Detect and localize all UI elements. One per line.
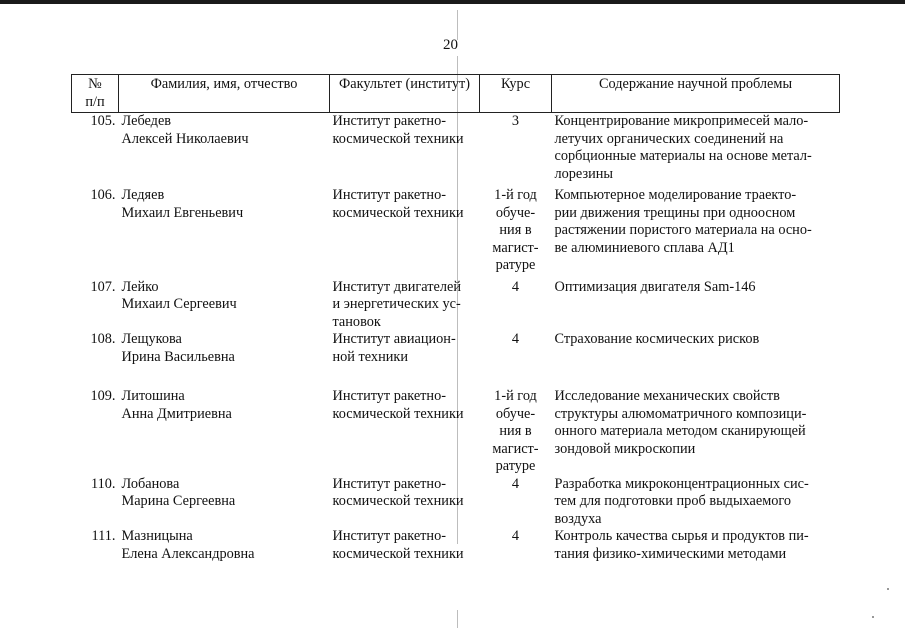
research-problem bbox=[552, 113, 840, 184]
scan-speck bbox=[872, 616, 874, 618]
course-value-line: магист- bbox=[492, 440, 539, 457]
row-number: 111. bbox=[91, 528, 116, 544]
research-problem-line: сорбционные материалы на основе метал- bbox=[554, 148, 812, 164]
student-name-line: Алексей Николаевич bbox=[121, 130, 249, 147]
faculty-name bbox=[330, 331, 480, 366]
faculty-name bbox=[330, 183, 480, 275]
table-row bbox=[72, 366, 840, 476]
course-value bbox=[480, 331, 552, 366]
faculty-name-line: Институт ракетно- bbox=[332, 475, 446, 492]
course-value-line: обуче- bbox=[495, 204, 536, 221]
research-problem-line: Страхование космических рисков bbox=[554, 331, 760, 347]
faculty-name-line: космической техники bbox=[332, 204, 464, 221]
student-name bbox=[119, 113, 330, 184]
course-value-line: ратуре bbox=[495, 257, 536, 273]
student-name-line: Лебедев bbox=[121, 113, 172, 129]
course-value bbox=[480, 275, 552, 332]
faculty-name-line: Институт двигателей bbox=[332, 278, 461, 295]
course-value-line: обуче- bbox=[495, 405, 536, 422]
table-header-row bbox=[72, 75, 840, 113]
student-name bbox=[119, 183, 330, 275]
research-problem-line: тем для подготовки проб выдыхаемого bbox=[554, 493, 792, 509]
student-name-line: Ледяев bbox=[121, 187, 165, 203]
faculty-name bbox=[330, 275, 480, 332]
research-problem-line: Оптимизация двигателя Sam-146 bbox=[554, 278, 756, 295]
table-row bbox=[72, 183, 840, 275]
faculty-name-line: ной техники bbox=[332, 348, 408, 365]
course-value-line: 4 bbox=[511, 331, 520, 347]
research-problem-line: структуры алюмоматричного композици- bbox=[554, 405, 807, 422]
research-problem-line: Концентрирование микропримесей мало- bbox=[554, 113, 809, 129]
faculty-name-line: космической техники bbox=[332, 545, 464, 562]
faculty-name-line: и энергетических ус- bbox=[332, 296, 461, 312]
header-problem: Содержание научной проблемы bbox=[552, 75, 840, 113]
course-value-line: 1-й год bbox=[494, 187, 537, 203]
course-value-line: 3 bbox=[511, 113, 520, 129]
course-value-line: магист- bbox=[492, 239, 539, 256]
faculty-name-line: космической техники bbox=[332, 405, 464, 422]
faculty-name bbox=[330, 366, 480, 476]
faculty-name bbox=[330, 476, 480, 529]
student-name-line: Марина Сергеевна bbox=[121, 493, 236, 509]
faculty-name bbox=[330, 113, 480, 184]
table-row bbox=[72, 476, 840, 529]
faculty-name-line: космической техники bbox=[332, 130, 464, 147]
research-problem-line: лорезины bbox=[554, 165, 614, 182]
table-row bbox=[72, 331, 840, 366]
faculty-name bbox=[330, 528, 480, 563]
student-name-line: Лещукова bbox=[121, 331, 182, 347]
course-value-line: ния в bbox=[499, 222, 532, 238]
faculty-name-line: космической техники bbox=[332, 493, 464, 509]
header-number: № п/п bbox=[72, 75, 119, 113]
course-value-line: ратуре bbox=[495, 458, 536, 474]
student-name bbox=[119, 275, 330, 332]
course-value-line: 4 bbox=[511, 528, 520, 544]
student-name-line: Литошина bbox=[121, 388, 185, 404]
row-number: 106. bbox=[90, 187, 116, 203]
row-number: 107. bbox=[90, 278, 116, 295]
course-value bbox=[480, 476, 552, 529]
student-name-line: Михаил Сергеевич bbox=[121, 296, 237, 312]
students-table bbox=[71, 74, 840, 563]
research-problem-line: онного материала методом сканирующей bbox=[554, 423, 806, 439]
research-problem-line: Компьютерное моделирование траекто- bbox=[554, 187, 797, 203]
row-number: 108. bbox=[90, 331, 116, 347]
header-name: Фамилия, имя, отчество bbox=[119, 75, 330, 113]
row-number: 105. bbox=[90, 113, 116, 129]
research-problem-line: воздуха bbox=[554, 510, 602, 527]
scan-speck bbox=[887, 588, 889, 590]
research-problem-line: Контроль качества сырья и продуктов пи- bbox=[554, 528, 809, 544]
header-faculty: Факультет (институт) bbox=[330, 75, 480, 113]
course-value bbox=[480, 366, 552, 476]
row-number: 110. bbox=[91, 475, 116, 492]
student-name-line: Анна Дмитриевна bbox=[121, 405, 232, 422]
research-problem bbox=[552, 331, 840, 366]
course-value bbox=[480, 528, 552, 563]
header-course: Курс bbox=[480, 75, 552, 113]
research-problem-line: рии движения трещины при одноосном bbox=[554, 204, 796, 221]
course-value-line: ния в bbox=[499, 423, 532, 439]
course-value-line: 1-й год bbox=[494, 388, 537, 404]
research-problem bbox=[552, 528, 840, 563]
student-name-line: Елена Александровна bbox=[121, 545, 255, 562]
course-value bbox=[480, 183, 552, 275]
research-problem-line: зондовой микроскопии bbox=[554, 440, 696, 457]
scan-fold-line bbox=[457, 610, 458, 628]
page-number: 20 bbox=[443, 37, 458, 53]
research-problem-line: Исследование механических свойств bbox=[554, 388, 780, 404]
scan-top-border bbox=[0, 0, 905, 4]
table-row bbox=[72, 113, 840, 184]
row-number: 109. bbox=[90, 388, 116, 404]
research-problem-line: тания физико-химическими методами bbox=[554, 545, 787, 562]
faculty-name-line: Институт ракетно- bbox=[332, 388, 446, 404]
course-value-line: 4 bbox=[511, 475, 520, 492]
student-name-line: Лейко bbox=[121, 278, 159, 295]
faculty-name-line: Институт ракетно- bbox=[332, 528, 446, 544]
student-name bbox=[119, 366, 330, 476]
student-name-line: Ирина Васильевна bbox=[121, 348, 235, 365]
table-row bbox=[72, 275, 840, 332]
faculty-name-line: Институт ракетно- bbox=[332, 187, 446, 203]
faculty-name-line: Институт ракетно- bbox=[332, 113, 446, 129]
research-problem-line: Разработка микроконцентрационных сис- bbox=[554, 475, 809, 492]
student-name bbox=[119, 528, 330, 563]
research-problem bbox=[552, 275, 840, 332]
student-name-line: Михаил Евгеньевич bbox=[121, 204, 244, 221]
student-name-line: Мазницына bbox=[121, 528, 193, 544]
table-row bbox=[72, 528, 840, 563]
student-name bbox=[119, 476, 330, 529]
research-problem bbox=[552, 476, 840, 529]
scan-fold-line bbox=[457, 10, 458, 40]
research-problem-line: летучих органических соединений на bbox=[554, 130, 784, 147]
student-name bbox=[119, 331, 330, 366]
research-problem-line: растяжении пористого материала на осно- bbox=[554, 222, 812, 238]
research-problem bbox=[552, 183, 840, 275]
course-value-line: 4 bbox=[511, 278, 520, 295]
course-value bbox=[480, 113, 552, 184]
student-name-line: Лобанова bbox=[121, 475, 180, 492]
faculty-name-line: Институт авиацион- bbox=[332, 331, 456, 347]
faculty-name-line: тановок bbox=[332, 313, 381, 330]
research-problem-line: ве алюминиевого сплава АД1 bbox=[554, 239, 735, 256]
research-problem bbox=[552, 366, 840, 476]
